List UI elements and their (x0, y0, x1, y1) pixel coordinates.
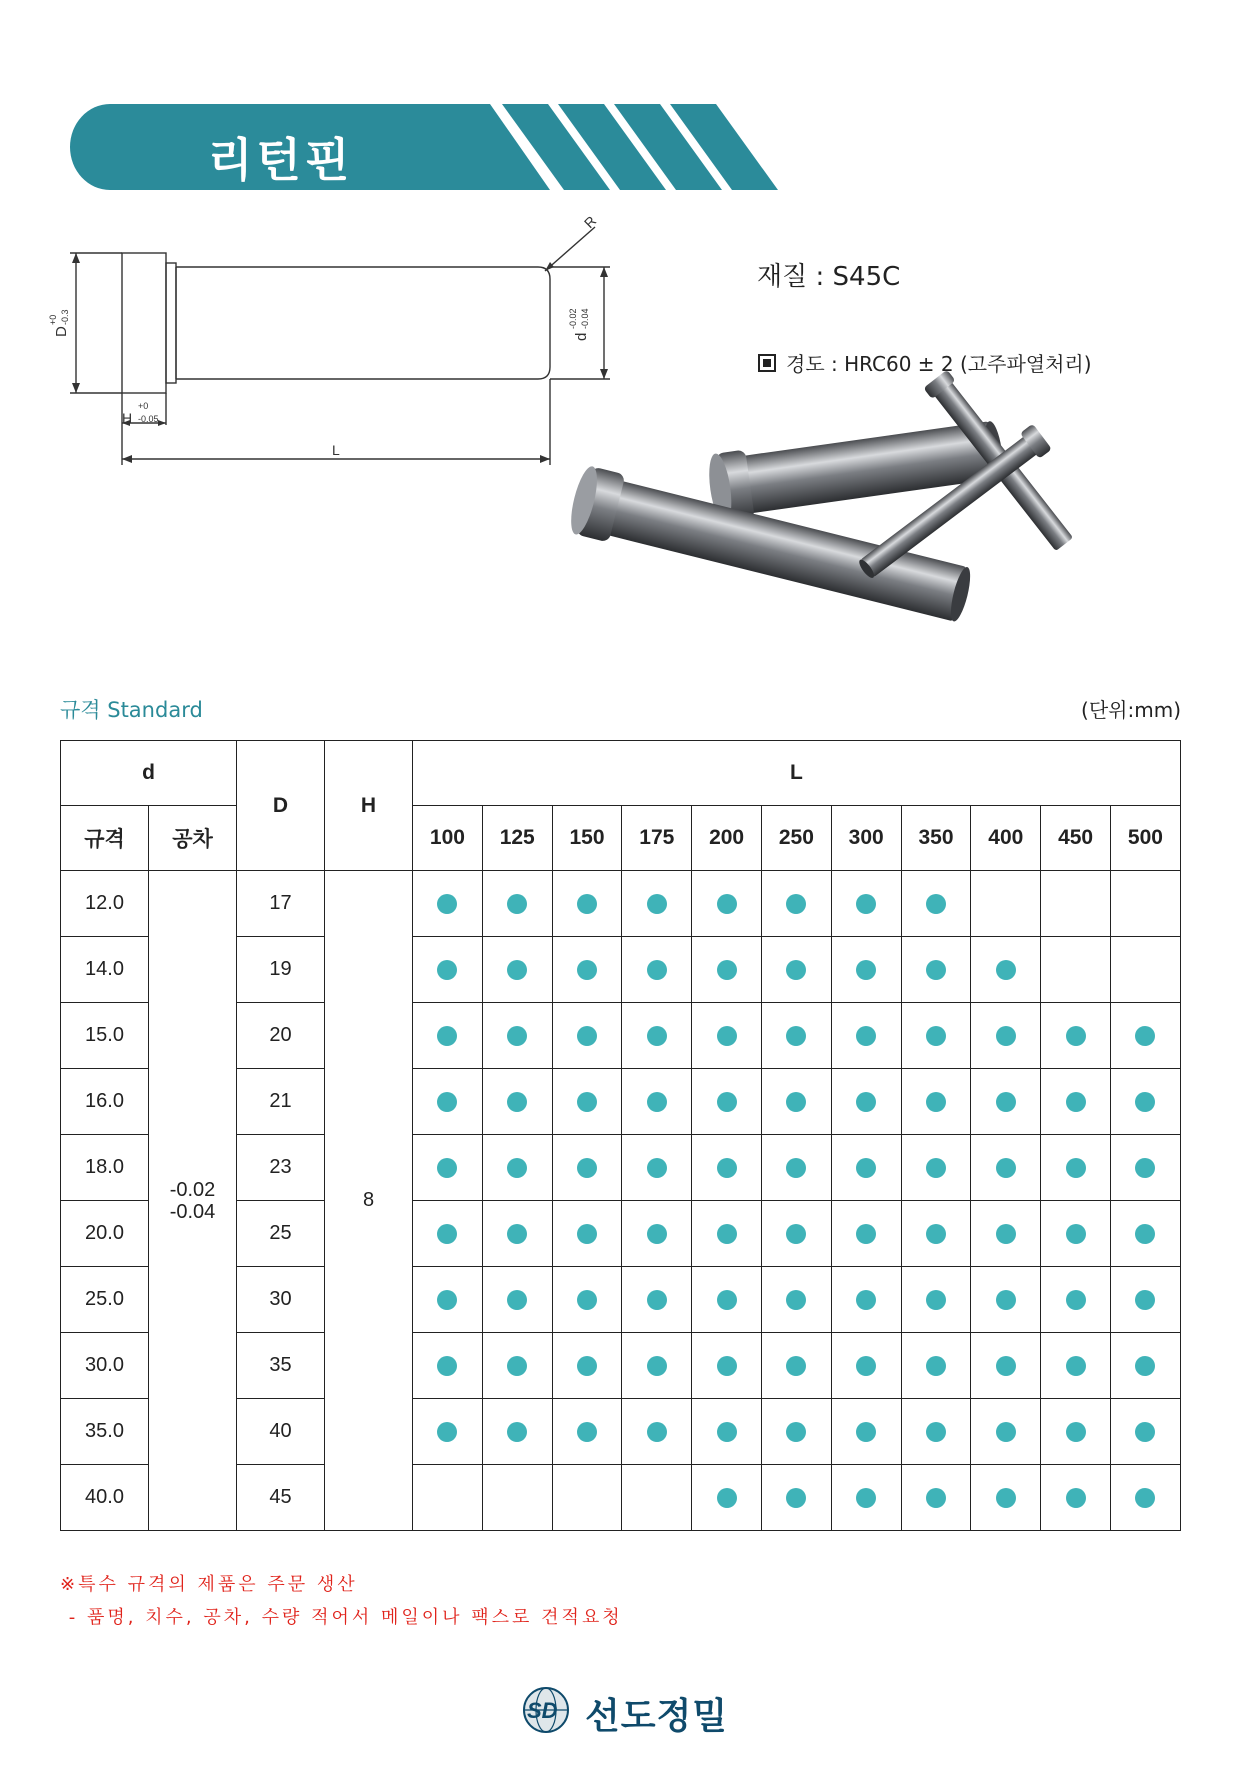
head-height-tol-upper: +0 (138, 401, 149, 411)
cell-availability-400 (971, 1003, 1041, 1069)
available-dot-icon (717, 1026, 737, 1046)
available-dot-icon (1135, 1092, 1155, 1112)
hardness-text: 경도 : HRC60 ± 2 (고주파열처리) (786, 352, 1092, 376)
cell-head-diameter: 23 (237, 1135, 325, 1201)
available-dot-icon (507, 1224, 527, 1244)
available-dot-icon (786, 894, 806, 914)
cell-availability-200 (692, 1399, 762, 1465)
cell-availability-350 (901, 871, 971, 937)
cell-availability-150 (552, 937, 622, 1003)
cell-availability-100 (413, 1135, 483, 1201)
cell-d-size: 12.0 (61, 871, 149, 937)
available-dot-icon (856, 1158, 876, 1178)
header-d-tolerance: 공차 (149, 806, 237, 871)
cell-availability-500 (1110, 1201, 1180, 1267)
available-dot-icon (577, 894, 597, 914)
cell-availability-300 (831, 1333, 901, 1399)
cell-d-size: 40.0 (61, 1465, 149, 1531)
return-pin-diagram (48, 212, 650, 475)
available-dot-icon (1066, 1290, 1086, 1310)
cell-availability-350 (901, 1003, 971, 1069)
header-length-125: 125 (482, 806, 552, 871)
available-dot-icon (996, 1158, 1016, 1178)
available-dot-icon (717, 1422, 737, 1442)
head-height-tol-lower: -0.05 (138, 414, 159, 424)
cell-availability-300 (831, 1201, 901, 1267)
cell-availability-250 (762, 1399, 832, 1465)
available-dot-icon (996, 1488, 1016, 1508)
available-dot-icon (926, 1290, 946, 1310)
cell-availability-150 (552, 1135, 622, 1201)
available-dot-icon (1135, 1026, 1155, 1046)
available-dot-icon (856, 1290, 876, 1310)
cell-availability-150 (552, 1399, 622, 1465)
cell-availability-150 (552, 1333, 622, 1399)
available-dot-icon (717, 1158, 737, 1178)
cell-availability-300 (831, 1003, 901, 1069)
header-length-300: 300 (831, 806, 901, 871)
header-d: d (61, 741, 237, 806)
available-dot-icon (856, 1488, 876, 1508)
available-dot-icon (577, 1026, 597, 1046)
cell-availability-500 (1110, 1333, 1180, 1399)
available-dot-icon (786, 1158, 806, 1178)
cell-availability-175 (622, 1333, 692, 1399)
available-dot-icon (786, 1026, 806, 1046)
cell-availability-350 (901, 1465, 971, 1531)
length-label: L (332, 442, 340, 458)
header-length-175: 175 (622, 806, 692, 871)
cell-availability-350 (901, 1399, 971, 1465)
shaft-diameter-tol-upper: -0.02 (568, 308, 578, 329)
cell-availability-400 (971, 1069, 1041, 1135)
cell-availability-100 (413, 1069, 483, 1135)
header-length-200: 200 (692, 806, 762, 871)
cell-availability-350 (901, 1069, 971, 1135)
cell-availability-250 (762, 1003, 832, 1069)
available-dot-icon (856, 1356, 876, 1376)
available-dot-icon (996, 1290, 1016, 1310)
cell-availability-450 (1041, 937, 1111, 1003)
available-dot-icon (437, 1092, 457, 1112)
cell-availability-175 (622, 1201, 692, 1267)
cell-tolerance (149, 871, 237, 1531)
available-dot-icon (437, 1422, 457, 1442)
logo-mark: SD (527, 1698, 558, 1723)
available-dot-icon (1135, 1158, 1155, 1178)
available-dot-icon (786, 1290, 806, 1310)
header-H: H (325, 741, 413, 871)
unit-label: (단위:mm) (1081, 698, 1181, 722)
cell-head-height: 8 (325, 871, 413, 1531)
cell-availability-400 (971, 1267, 1041, 1333)
company-name: 선도정밀 (585, 1695, 729, 1737)
available-dot-icon (926, 1092, 946, 1112)
available-dot-icon (1135, 1290, 1155, 1310)
cell-availability-175 (622, 1003, 692, 1069)
available-dot-icon (577, 960, 597, 980)
available-dot-icon (437, 960, 457, 980)
header-length-100: 100 (413, 806, 483, 871)
cell-availability-100 (413, 1399, 483, 1465)
available-dot-icon (647, 1158, 667, 1178)
cell-availability-125 (482, 1003, 552, 1069)
cell-availability-200 (692, 1135, 762, 1201)
cell-availability-400 (971, 1135, 1041, 1201)
available-dot-icon (577, 1290, 597, 1310)
cell-availability-125 (482, 1465, 552, 1531)
cell-availability-250 (762, 1465, 832, 1531)
cell-head-diameter: 19 (237, 937, 325, 1003)
available-dot-icon (437, 1158, 457, 1178)
cell-availability-175 (622, 871, 692, 937)
available-dot-icon (507, 1290, 527, 1310)
cell-availability-400 (971, 937, 1041, 1003)
cell-availability-200 (692, 1201, 762, 1267)
cell-d-size: 15.0 (61, 1003, 149, 1069)
cell-availability-200 (692, 1465, 762, 1531)
available-dot-icon (856, 960, 876, 980)
cell-availability-300 (831, 871, 901, 937)
cell-availability-125 (482, 1399, 552, 1465)
cell-availability-125 (482, 1267, 552, 1333)
cell-availability-125 (482, 1333, 552, 1399)
available-dot-icon (507, 1026, 527, 1046)
available-dot-icon (647, 960, 667, 980)
available-dot-icon (507, 894, 527, 914)
available-dot-icon (577, 1356, 597, 1376)
cell-availability-450 (1041, 1069, 1111, 1135)
available-dot-icon (996, 1092, 1016, 1112)
cell-availability-150 (552, 1003, 622, 1069)
cell-availability-150 (552, 1267, 622, 1333)
return-pins-illustration (650, 390, 1150, 690)
available-dot-icon (1135, 1488, 1155, 1508)
cell-availability-400 (971, 1333, 1041, 1399)
cell-availability-250 (762, 1267, 832, 1333)
available-dot-icon (647, 1290, 667, 1310)
material-spec: 재질 : S45C (757, 262, 901, 292)
cell-availability-450 (1041, 1399, 1111, 1465)
cell-d-size: 20.0 (61, 1201, 149, 1267)
cell-availability-125 (482, 1069, 552, 1135)
available-dot-icon (1066, 1356, 1086, 1376)
cell-availability-450 (1041, 1201, 1111, 1267)
cell-availability-450 (1041, 1003, 1111, 1069)
cell-availability-500 (1110, 937, 1180, 1003)
available-dot-icon (786, 1224, 806, 1244)
spec-table-body (61, 871, 1181, 1531)
cell-availability-150 (552, 871, 622, 937)
cell-availability-500 (1110, 871, 1180, 937)
available-dot-icon (577, 1092, 597, 1112)
cell-availability-150 (552, 1465, 622, 1531)
technical-drawing (48, 212, 650, 475)
available-dot-icon (1135, 1224, 1155, 1244)
available-dot-icon (437, 1224, 457, 1244)
available-dot-icon (926, 1356, 946, 1376)
available-dot-icon (437, 1026, 457, 1046)
table-row (61, 871, 1181, 937)
cell-availability-300 (831, 1069, 901, 1135)
radius-label: R (580, 212, 600, 232)
cell-availability-450 (1041, 1465, 1111, 1531)
cell-head-diameter: 35 (237, 1333, 325, 1399)
cell-availability-100 (413, 1267, 483, 1333)
cell-availability-300 (831, 1399, 901, 1465)
available-dot-icon (647, 1356, 667, 1376)
available-dot-icon (647, 894, 667, 914)
cell-head-diameter: 40 (237, 1399, 325, 1465)
cell-availability-175 (622, 937, 692, 1003)
available-dot-icon (1066, 1026, 1086, 1046)
cell-availability-400 (971, 871, 1041, 937)
cell-availability-500 (1110, 1399, 1180, 1465)
available-dot-icon (437, 894, 457, 914)
cell-availability-400 (971, 1399, 1041, 1465)
available-dot-icon (926, 1422, 946, 1442)
product-photo (650, 390, 1150, 690)
cell-d-size: 18.0 (61, 1135, 149, 1201)
cell-availability-350 (901, 1267, 971, 1333)
cell-availability-200 (692, 1003, 762, 1069)
cell-availability-350 (901, 1201, 971, 1267)
available-dot-icon (577, 1158, 597, 1178)
cell-availability-175 (622, 1135, 692, 1201)
available-dot-icon (926, 960, 946, 980)
tolerance-upper: -0.02 (169, 1178, 216, 1201)
available-dot-icon (717, 1224, 737, 1244)
available-dot-icon (647, 1422, 667, 1442)
cell-availability-125 (482, 1135, 552, 1201)
available-dot-icon (856, 1092, 876, 1112)
available-dot-icon (717, 1092, 737, 1112)
cell-availability-300 (831, 1267, 901, 1333)
shaft-diameter-label: d (573, 332, 590, 341)
available-dot-icon (926, 894, 946, 914)
note-custom-order: ※특수 규격의 제품은 주문 생산 (60, 1574, 358, 1595)
available-dot-icon (647, 1092, 667, 1112)
available-dot-icon (786, 1092, 806, 1112)
note-quote-request: - 품명, 치수, 공차, 수량 적어서 메일이나 팩스로 견적요청 (60, 1607, 623, 1628)
available-dot-icon (437, 1356, 457, 1376)
cell-head-diameter: 21 (237, 1069, 325, 1135)
head-diameter-tol-upper: +0 (48, 314, 58, 325)
cell-availability-400 (971, 1201, 1041, 1267)
cell-availability-300 (831, 937, 901, 1003)
available-dot-icon (1066, 1092, 1086, 1112)
cell-availability-125 (482, 937, 552, 1003)
notes (60, 1568, 623, 1634)
available-dot-icon (926, 1158, 946, 1178)
available-dot-icon (996, 1224, 1016, 1244)
cell-availability-200 (692, 1333, 762, 1399)
header-length-400: 400 (971, 806, 1041, 871)
available-dot-icon (647, 1026, 667, 1046)
available-dot-icon (717, 960, 737, 980)
available-dot-icon (786, 1356, 806, 1376)
header-length-450: 450 (1041, 806, 1111, 871)
cell-availability-150 (552, 1069, 622, 1135)
available-dot-icon (786, 960, 806, 980)
company-logo (518, 1682, 748, 1742)
available-dot-icon (1066, 1158, 1086, 1178)
available-dot-icon (926, 1026, 946, 1046)
head-diameter-tol-lower: -0.3 (60, 309, 70, 325)
cell-availability-500 (1110, 1135, 1180, 1201)
available-dot-icon (507, 1158, 527, 1178)
title-banner (70, 104, 790, 190)
cell-availability-300 (831, 1465, 901, 1531)
cell-head-diameter: 45 (237, 1465, 325, 1531)
cell-d-size: 16.0 (61, 1069, 149, 1135)
available-dot-icon (856, 1026, 876, 1046)
cell-availability-250 (762, 1201, 832, 1267)
header-length-350: 350 (901, 806, 971, 871)
available-dot-icon (1066, 1422, 1086, 1442)
cell-availability-450 (1041, 871, 1111, 937)
available-dot-icon (577, 1422, 597, 1442)
available-dot-icon (996, 1422, 1016, 1442)
available-dot-icon (717, 894, 737, 914)
cell-availability-150 (552, 1201, 622, 1267)
hardness-spec (758, 348, 1092, 377)
available-dot-icon (507, 1422, 527, 1442)
cell-availability-100 (413, 1465, 483, 1531)
header-d-size: 규격 (61, 806, 149, 871)
square-bullet-icon (758, 354, 776, 372)
cell-availability-350 (901, 1135, 971, 1201)
cell-availability-200 (692, 937, 762, 1003)
standard-section-label: 규격 Standard (60, 698, 203, 722)
available-dot-icon (856, 1224, 876, 1244)
cell-availability-250 (762, 1069, 832, 1135)
cell-availability-450 (1041, 1135, 1111, 1201)
banner-shape (70, 104, 790, 190)
cell-availability-125 (482, 1201, 552, 1267)
cell-head-diameter: 25 (237, 1201, 325, 1267)
cell-availability-400 (971, 1465, 1041, 1531)
available-dot-icon (1135, 1422, 1155, 1442)
globe-logo-icon (518, 1684, 580, 1736)
tolerance-lower: -0.04 (169, 1200, 216, 1223)
cell-availability-175 (622, 1399, 692, 1465)
available-dot-icon (717, 1488, 737, 1508)
header-length-500: 500 (1110, 806, 1180, 871)
cell-availability-350 (901, 937, 971, 1003)
cell-availability-250 (762, 871, 832, 937)
cell-head-diameter: 17 (237, 871, 325, 937)
cell-availability-350 (901, 1333, 971, 1399)
available-dot-icon (786, 1488, 806, 1508)
cell-availability-100 (413, 871, 483, 937)
cell-availability-125 (482, 871, 552, 937)
cell-availability-200 (692, 1069, 762, 1135)
available-dot-icon (507, 1356, 527, 1376)
available-dot-icon (507, 1092, 527, 1112)
cell-head-diameter: 30 (237, 1267, 325, 1333)
cell-availability-200 (692, 1267, 762, 1333)
header-L: L (413, 741, 1181, 806)
available-dot-icon (926, 1488, 946, 1508)
cell-d-size: 25.0 (61, 1267, 149, 1333)
cell-availability-500 (1110, 1069, 1180, 1135)
available-dot-icon (1066, 1224, 1086, 1244)
available-dot-icon (856, 1422, 876, 1442)
available-dot-icon (1066, 1488, 1086, 1508)
head-height-label: H (122, 410, 133, 426)
available-dot-icon (717, 1356, 737, 1376)
cell-availability-450 (1041, 1333, 1111, 1399)
spec-table (60, 740, 1181, 1531)
cell-availability-300 (831, 1135, 901, 1201)
cell-d-size: 14.0 (61, 937, 149, 1003)
cell-availability-100 (413, 1333, 483, 1399)
cell-availability-175 (622, 1069, 692, 1135)
cell-head-diameter: 20 (237, 1003, 325, 1069)
available-dot-icon (507, 960, 527, 980)
available-dot-icon (926, 1224, 946, 1244)
cell-availability-100 (413, 937, 483, 1003)
cell-availability-450 (1041, 1267, 1111, 1333)
header-length-250: 250 (762, 806, 832, 871)
available-dot-icon (577, 1224, 597, 1244)
available-dot-icon (437, 1290, 457, 1310)
available-dot-icon (1135, 1356, 1155, 1376)
cell-availability-500 (1110, 1003, 1180, 1069)
length-header-row (61, 806, 1181, 871)
available-dot-icon (647, 1224, 667, 1244)
available-dot-icon (996, 1356, 1016, 1376)
cell-d-size: 30.0 (61, 1333, 149, 1399)
cell-availability-500 (1110, 1267, 1180, 1333)
head-diameter-label: D (53, 326, 70, 337)
cell-d-size: 35.0 (61, 1399, 149, 1465)
cell-availability-250 (762, 1333, 832, 1399)
cell-availability-175 (622, 1267, 692, 1333)
available-dot-icon (856, 894, 876, 914)
available-dot-icon (717, 1290, 737, 1310)
cell-availability-200 (692, 871, 762, 937)
cell-availability-100 (413, 1201, 483, 1267)
cell-availability-100 (413, 1003, 483, 1069)
available-dot-icon (996, 1026, 1016, 1046)
shaft-diameter-tol-lower: -0.04 (580, 308, 590, 329)
cell-availability-250 (762, 1135, 832, 1201)
available-dot-icon (996, 960, 1016, 980)
cell-availability-500 (1110, 1465, 1180, 1531)
cell-availability-250 (762, 937, 832, 1003)
available-dot-icon (786, 1422, 806, 1442)
header-length-150: 150 (552, 806, 622, 871)
cell-availability-175 (622, 1465, 692, 1531)
header-D: D (237, 741, 325, 871)
page-title: 리턴핀 (208, 133, 354, 187)
